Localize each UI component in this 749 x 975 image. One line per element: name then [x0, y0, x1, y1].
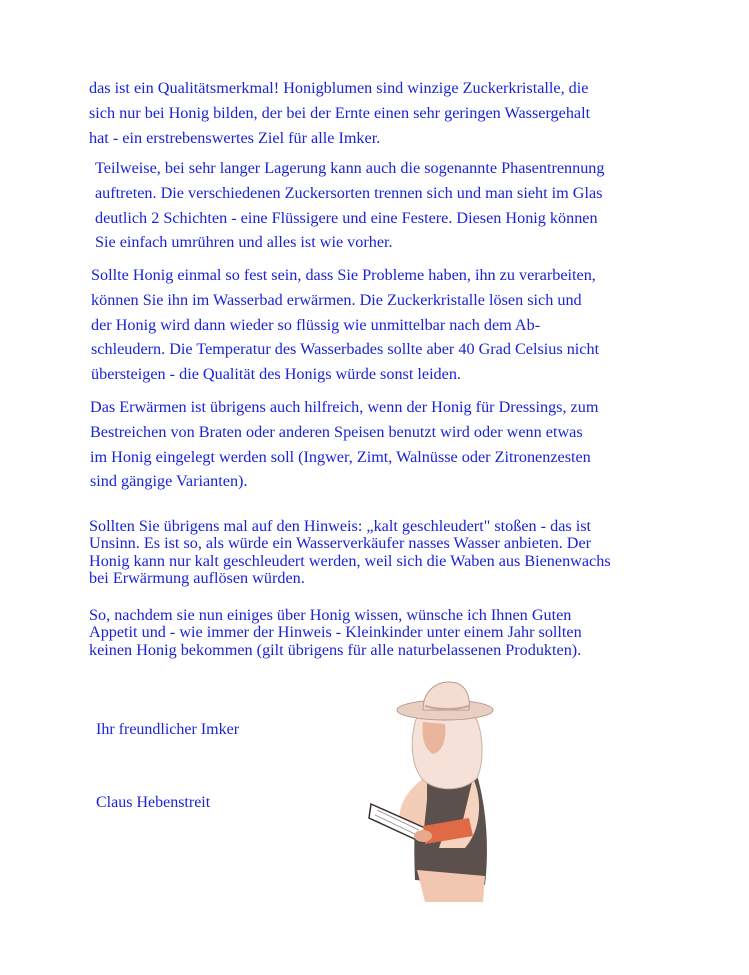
closing-greeting: Ihr freundlicher Imker: [96, 721, 240, 738]
text-line: Das Erwärmen ist übrigens auch hilfreich, wenn der Honig für Dressings, zum: [90, 398, 599, 416]
text-line: der Honig wird dann wieder so flüssig wie unmittelbar nach dem Ab-: [91, 315, 541, 334]
paragraph-cold-extracted: [89, 518, 611, 588]
text-line: So, nachdem sie nun einiges über Honig wissen, wünsche ich Ihnen Guten: [89, 606, 572, 624]
text-line: sind gängige Varianten).: [90, 472, 248, 491]
hat-crown: [423, 682, 469, 710]
paragraph-phase-separation: [95, 156, 605, 255]
text-line: schleudern. Die Temperatur des Wasserbades sollte aber 40 Grad Celsius nicht: [91, 340, 600, 359]
text-line: hat - ein erstrebenswertes Ziel für alle Imker.: [89, 128, 381, 147]
hand: [414, 830, 432, 842]
text-line: bei Erwärmung auflösen würden.: [89, 569, 305, 588]
text-line: Sollten Sie übrigens mal auf den Hinweis: „kalt geschleudert" stoßen - das ist: [89, 517, 592, 535]
paragraph-warming-uses: [90, 395, 598, 494]
text-line: im Honig eingelegt werden soll (Ingwer, Zimt, Walnüsse oder Zitronenzesten: [90, 447, 591, 466]
text-line: Unsinn. Es ist so, als würde ein Wasserverkäufer nasses Wasser anbieten. Der: [89, 534, 592, 553]
text-line: können Sie ihn im Wasserbad erwärmen. Die Zuckerkristalle lösen sich und: [91, 290, 582, 309]
paragraph-water-bath: [91, 263, 599, 387]
text-line: Bestreichen von Braten oder anderen Speisen benutzt wird oder wenn etwas: [90, 422, 583, 441]
signature-name: Claus Hebenstreit: [96, 794, 211, 811]
paragraph-honey-crystals: [89, 76, 590, 150]
text-line: deutlich 2 Schichten - eine Flüssigere und eine Festere. Diesen Honig können: [95, 208, 598, 227]
paragraph-infant-warning: [89, 607, 582, 659]
beekeeper-icon: [365, 680, 525, 902]
text-line: Honig kann nur kalt geschleudert werden, weil sich die Waben aus Bienenwachs: [89, 551, 611, 570]
text-line: Teilweise, bei sehr langer Lagerung kann auch die sogenannte Phasentrennung: [95, 159, 605, 177]
text-line: sich nur bei Honig bilden, der bei der Ernte einen sehr geringen Wassergehalt: [89, 103, 591, 122]
text-line: Sie einfach umrühren und alles ist wie vorher.: [95, 233, 393, 252]
text-line: Sollte Honig einmal so fest sein, dass Sie Probleme haben, ihn zu verarbeiten,: [91, 266, 596, 284]
text-line: keinen Honig bekommen (gilt übrigens für alle naturbelassenen Produkten).: [89, 640, 582, 659]
text-line: das ist ein Qualitätsmerkmal! Honigblumen sind winzige Zuckerkristalle, die: [89, 79, 589, 97]
text-line: auftreten. Die verschiedenen Zuckersorten trennen sich und man sieht im Glas: [95, 183, 603, 202]
text-line: übersteigen - die Qualität des Honigs würde sonst leiden.: [91, 365, 461, 384]
text-line: Appetit und - wie immer der Hinweis - Kleinkinder unter einem Jahr sollten: [89, 623, 582, 642]
